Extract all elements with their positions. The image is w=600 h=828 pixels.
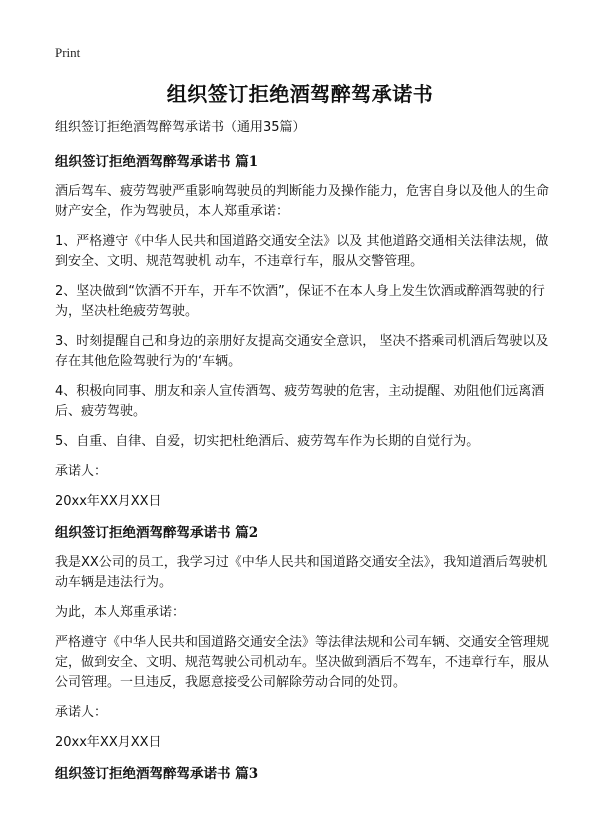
paragraph: 我是XX公司的员工，我学习过《中华人民共和国道路交通安全法》，我知道酒后驾驶机动车辆是违法行为。: [55, 555, 548, 590]
signature-date: 20xx年XX月XX日: [55, 735, 162, 750]
document-body: [55, 118, 555, 794]
signer-label: 承诺人：: [55, 464, 108, 479]
section-1: [55, 152, 555, 512]
paragraph: 3、时刻提醒自己和身边的亲朋好友提高交通安全意识， 坚决不搭乘司机酒后驾驶以及存在其他危险驾驶行为的‘车辆。: [55, 334, 549, 369]
paragraph: 酒后驾车、疲劳驾驶严重影响驾驶员的判断能力及操作能力，危害自身以及他人的生命财产安全，作为驾驶员，本人郑重承诺：: [55, 184, 550, 219]
signature-date: 20xx年XX月XX日: [55, 494, 162, 509]
section-2: [55, 523, 555, 753]
signer-label: 承诺人：: [55, 705, 108, 720]
section-heading: 组织签订拒绝酒驾醉驾承诺书 篇3: [55, 766, 259, 782]
paragraph: 为此，本人郑重承诺：: [55, 605, 186, 620]
paragraph: 2、坚决做到“饮酒不开车，开车不饮酒”，保证不在本人身上发生饮酒或醉酒驾驶的行为，坚决杜绝疲劳驾驶。: [55, 284, 545, 319]
section-heading: 组织签订拒绝酒驾醉驾承诺书 篇2: [55, 525, 259, 541]
document-subtitle: 组织签订拒绝酒驾醉驾承诺书（通用35篇）: [55, 120, 306, 135]
paragraph: 4、积极向同事、朋友和亲人宣传酒驾、疲劳驾驶的危害，主动提醒、劝阻他们远离酒后、疲劳驾驶。: [55, 384, 545, 419]
paragraph: 严格遵守《中华人民共和国道路交通安全法》等法律法规和公司车辆、交通安全管理规定，做到安全、文明、规范驾驶公司机动车。坚决做到酒后不驾车，不违章行车，服从公司管理。一旦违反，我愿意接受公司解除劳动合同的处罚。: [55, 635, 550, 690]
print-link[interactable]: Print: [55, 45, 81, 60]
paragraph: 5、自重、自律、自爱，切实把杜绝酒后、疲劳驾车作为长期的自觉行为。: [55, 434, 480, 449]
section-3: [55, 764, 555, 784]
page-title: 组织签订拒绝酒驾醉驾承诺书: [166, 82, 434, 106]
section-heading: 组织签订拒绝酒驾醉驾承诺书 篇1: [55, 154, 259, 170]
paragraph: 1、严格遵守《中华人民共和国道路交通安全法》以及 其他道路交通相关法律法规，做到安全、文明、规范驾驶机 动车，不违章行车，服从交警管理。: [55, 234, 549, 269]
